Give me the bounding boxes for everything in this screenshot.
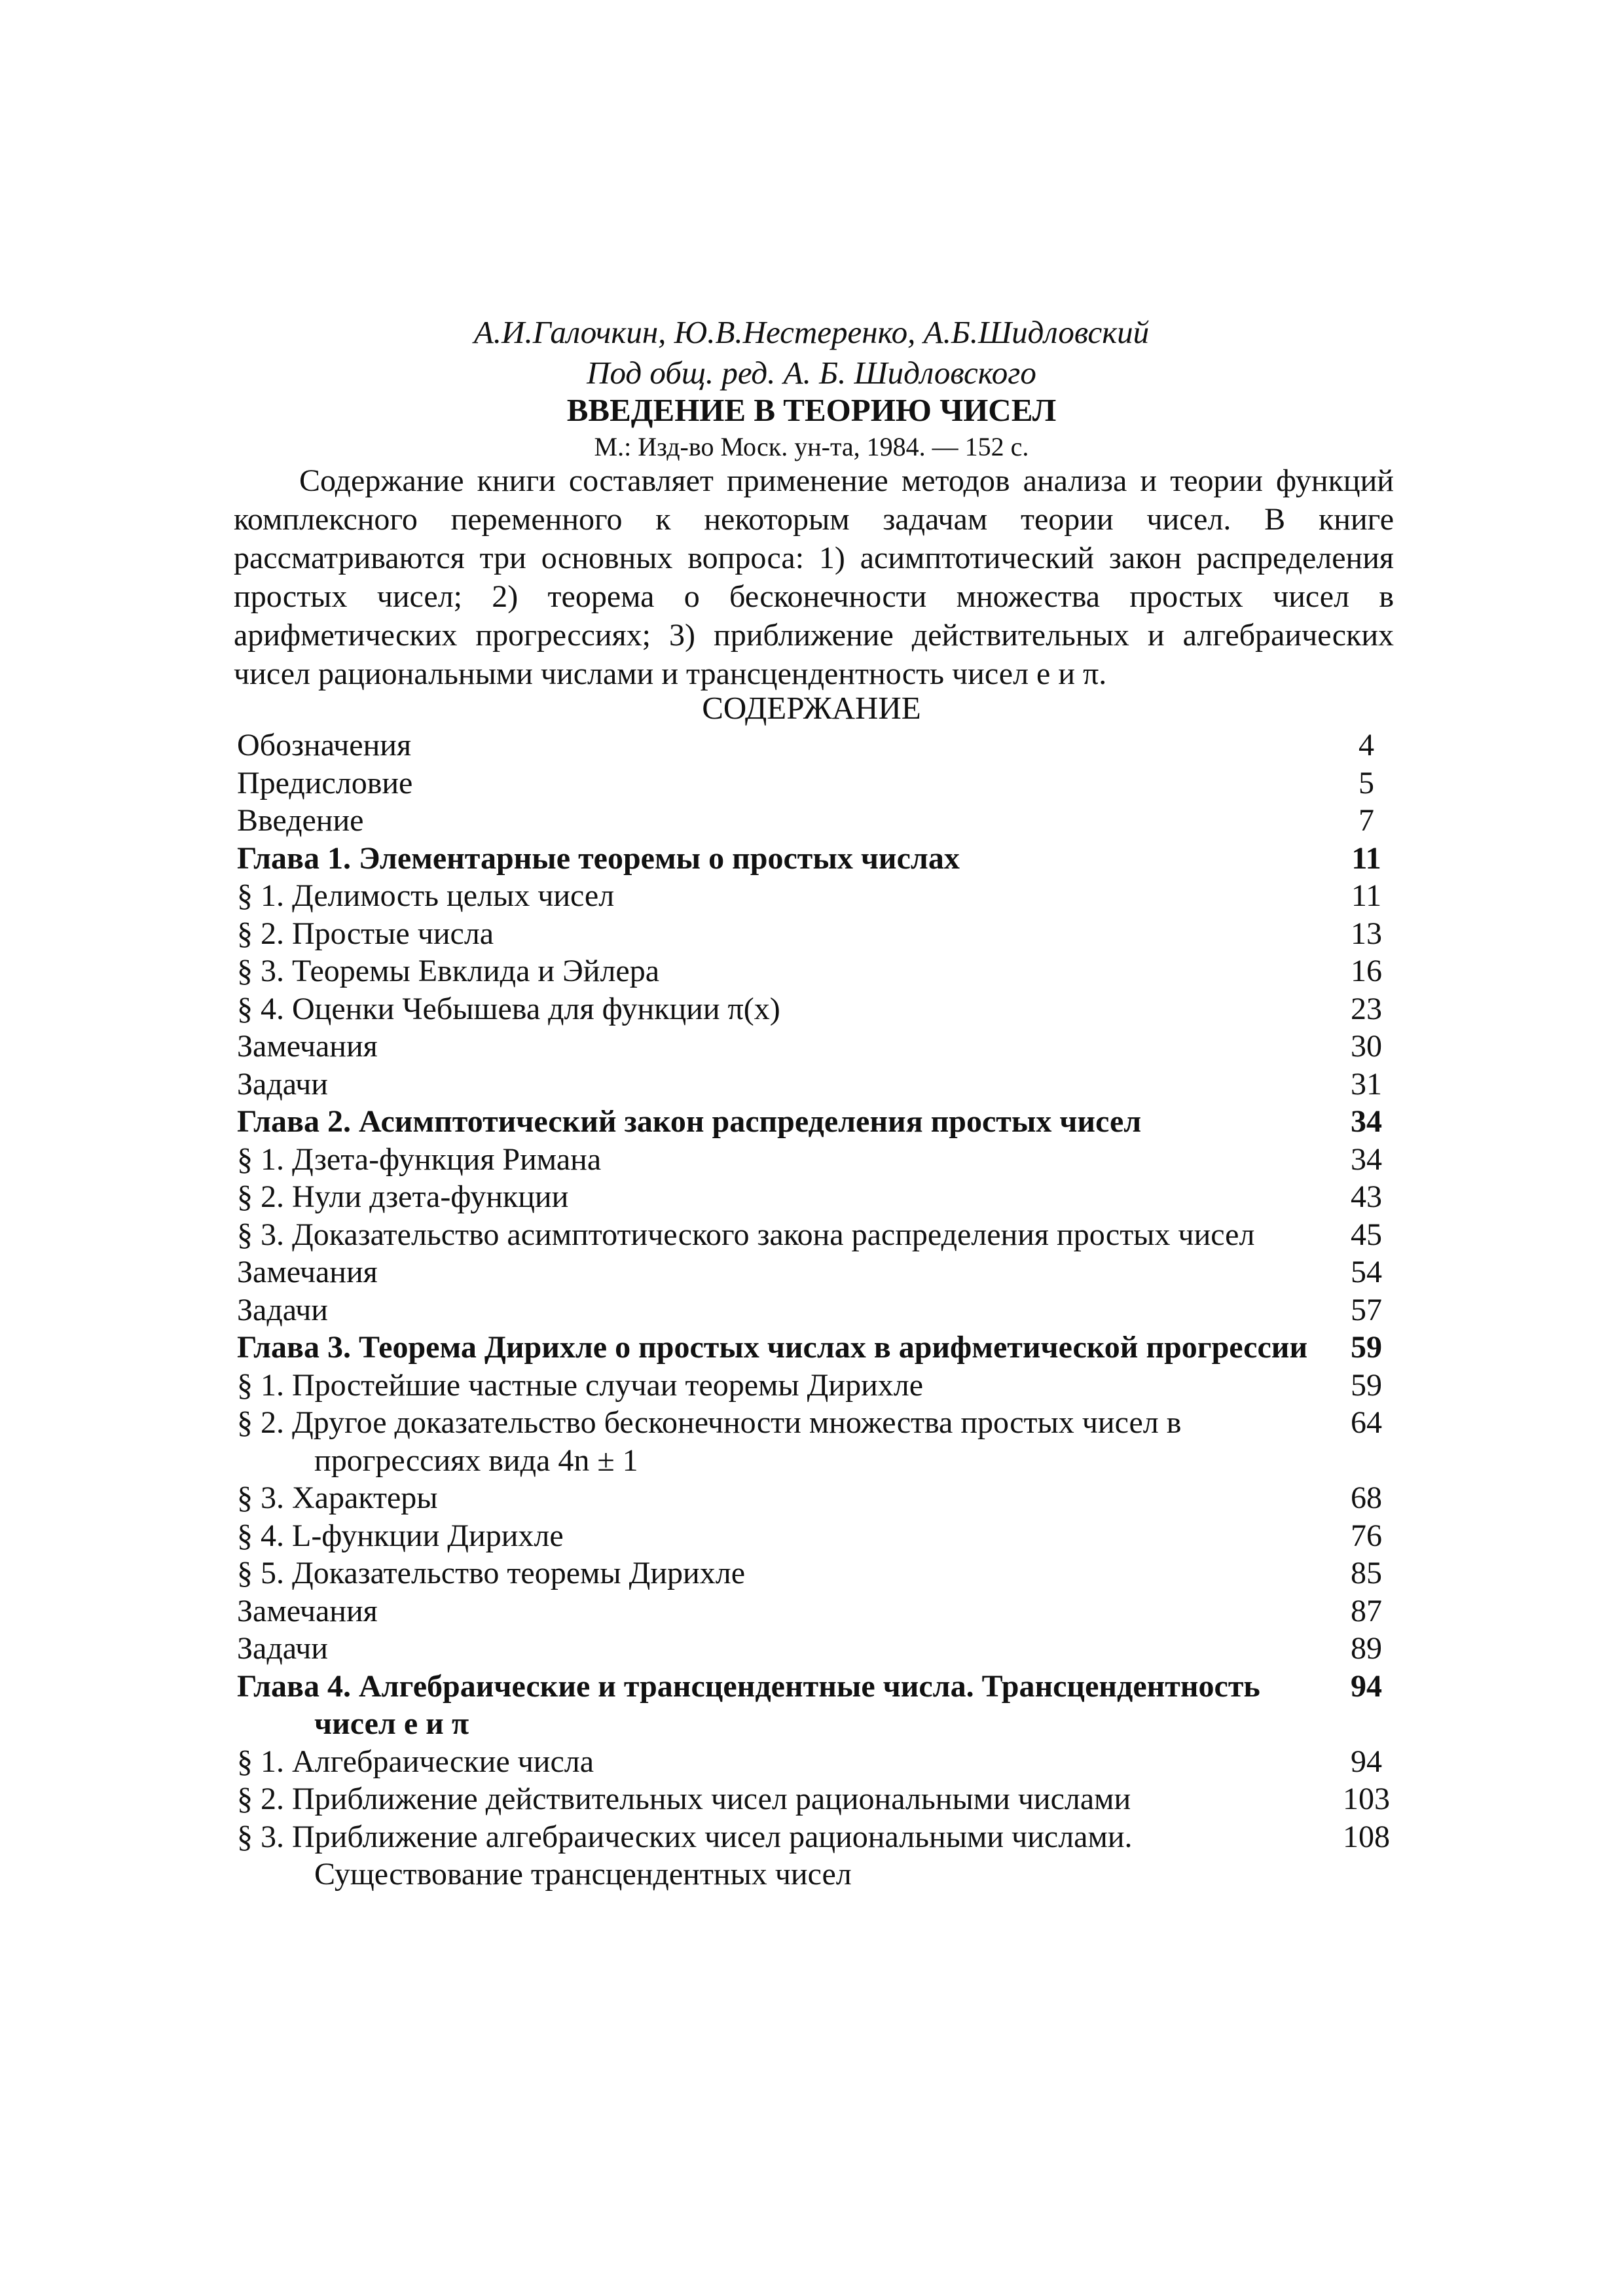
toc-entry <box>237 726 1396 764</box>
toc-entry <box>237 802 1396 840</box>
toc-entry-page: 16 <box>1351 954 1382 988</box>
toc-entry <box>237 1066 1396 1103</box>
toc-entry <box>237 1554 1396 1592</box>
toc-entry-page: 45 <box>1351 1217 1382 1252</box>
toc-entry <box>237 764 1396 802</box>
toc-entry-label: § 1. Алгебраические числа <box>237 1744 594 1779</box>
book-title: ВВЕДЕНИЕ В ТЕОРИЮ ЧИСЕЛ <box>566 392 1057 428</box>
toc-entry <box>237 1818 1396 1893</box>
toc-entry-page: 34 <box>1351 1141 1382 1177</box>
toc-entry-label: § 4. Оценки Чебышева для функции π(x) <box>237 991 780 1026</box>
toc-entry-page: 76 <box>1351 1518 1382 1553</box>
toc-entry <box>237 1216 1396 1254</box>
toc-entry <box>237 1592 1396 1630</box>
toc-entry-label: Глава 4. Алгебраические и трансцендентные числа. Трансцендентность чисел e и π <box>237 1668 1260 1741</box>
toc-heading: СОДЕРЖАНИЕ <box>702 690 921 726</box>
imprint: М.: Изд-во Моск. ун-та, 1984. — 152 с. <box>594 432 1029 461</box>
toc-entry-page: 31 <box>1351 1066 1382 1102</box>
toc-entry-label: Глава 2. Асимптотический закон распределения простых чисел <box>237 1104 1142 1139</box>
toc-entry-page: 30 <box>1351 1029 1382 1064</box>
toc-entry-label: § 2. Простые числа <box>237 916 494 951</box>
toc-entry-page: 94 <box>1351 1668 1382 1704</box>
toc-entry <box>237 952 1396 990</box>
toc-entry-page: 11 <box>1351 840 1381 876</box>
toc-entry-page: 23 <box>1351 991 1382 1026</box>
toc-entry-page: 68 <box>1351 1480 1382 1515</box>
toc-entry-label: Введение <box>237 803 364 838</box>
toc-entry-page: 4 <box>1359 728 1374 762</box>
toc-entry-label: Замечания <box>237 1029 378 1064</box>
toc-entry-page: 89 <box>1351 1631 1382 1666</box>
toc-chapter-entry <box>237 1329 1396 1367</box>
toc-entry-label: Задачи <box>237 1292 328 1327</box>
authors: А.И.Галочкин, Ю.В.Нестеренко, А.Б.Шидловский <box>473 314 1150 350</box>
toc-entry-page: 13 <box>1351 916 1382 951</box>
toc-entry <box>237 915 1396 953</box>
toc-entry-page: 64 <box>1351 1405 1382 1440</box>
toc-entry <box>237 1028 1396 1066</box>
toc-entry-label: Предисловие <box>237 765 413 800</box>
toc-chapter-entry <box>237 840 1396 878</box>
toc-entry-page: 85 <box>1351 1556 1382 1590</box>
toc-entry <box>237 877 1396 915</box>
toc-entry-label: § 3. Доказательство асимптотического закона распределения простых чисел <box>237 1217 1255 1252</box>
toc-entry-label: § 2. Нули дзета-функции <box>237 1179 569 1214</box>
toc-entry <box>237 1479 1396 1517</box>
toc-entry-page: 43 <box>1351 1179 1382 1214</box>
toc-entry <box>237 1178 1396 1216</box>
toc-entry-label: § 5. Доказательство теоремы Дирихле <box>237 1556 745 1590</box>
toc-entry <box>237 1743 1396 1781</box>
toc-entry-page: 7 <box>1359 803 1374 838</box>
table-of-contents <box>237 726 1396 1893</box>
toc-entry-label: Замечания <box>237 1593 378 1628</box>
toc-entry-label: § 3. Теоремы Евклида и Эйлера <box>237 954 660 988</box>
toc-entry <box>237 1367 1396 1405</box>
toc-entry-label: § 1. Дзета-функция Римана <box>237 1141 602 1177</box>
toc-entry-label: § 2. Другое доказательство бесконечности множества простых чисел в прогрессиях вида 4n ± 1 <box>237 1405 1182 1478</box>
toc-entry <box>237 1253 1396 1291</box>
toc-entry <box>237 1141 1396 1179</box>
toc-entry-page: 54 <box>1351 1255 1382 1289</box>
toc-entry-page: 59 <box>1351 1330 1382 1365</box>
toc-entry-page: 87 <box>1351 1593 1382 1628</box>
toc-entry <box>237 1780 1396 1818</box>
toc-chapter-entry <box>237 1103 1396 1141</box>
toc-entry-label: § 4. L-функции Дирихле <box>237 1518 564 1553</box>
toc-entry-page: 34 <box>1351 1104 1382 1139</box>
toc-entry <box>237 990 1396 1028</box>
toc-entry-label: Глава 1. Элементарные теоремы о простых числах <box>237 840 960 876</box>
toc-entry <box>237 1630 1396 1668</box>
toc-entry-page: 108 <box>1343 1819 1390 1854</box>
abstract: Содержание книги составляет применение методов анализа и теории функций комплексного переменного к некоторым задачам теории чисел. В книге рассматриваются три основных вопроса: 1) асимптотический закон распределения простых чисел; 2) теорема о бесконечности множества простых чисел в арифметических прогрессиях; 3) приближение действительных и алгебраических чисел рациональными числами и трансцендентность чисел e и π. <box>234 463 1394 691</box>
toc-entry-page: 103 <box>1343 1782 1390 1816</box>
toc-entry-label: Глава 3. Теорема Дирихле о простых числах в арифметической прогрессии <box>237 1330 1308 1365</box>
toc-entry-label: § 2. Приближение действительных чисел рациональными числами <box>237 1782 1131 1816</box>
toc-chapter-entry <box>237 1668 1396 1743</box>
toc-entry-label: Обозначения <box>237 728 412 762</box>
toc-entry-page: 94 <box>1351 1744 1382 1779</box>
toc-entry-label: Задачи <box>237 1066 328 1102</box>
toc-entry <box>237 1291 1396 1329</box>
toc-entry-label: § 1. Делимость целых чисел <box>237 878 615 913</box>
toc-entry-label: § 3. Приближение алгебраических чисел рациональными числами. Существование трансцендентных чисел <box>237 1819 1133 1892</box>
toc-entry <box>237 1517 1396 1555</box>
toc-entry-page: 57 <box>1351 1292 1382 1327</box>
toc-entry-label: § 3. Характеры <box>237 1480 438 1515</box>
toc-entry-label: Замечания <box>237 1255 378 1289</box>
editor-line: Под общ. ред. А. Б. Шидловского <box>587 355 1036 391</box>
toc-entry-page: 5 <box>1359 765 1374 800</box>
toc-entry-page: 59 <box>1351 1367 1382 1403</box>
toc-entry <box>237 1404 1396 1479</box>
toc-entry-label: Задачи <box>237 1631 328 1666</box>
toc-entry-page: 11 <box>1351 878 1382 913</box>
toc-entry-label: § 1. Простейшие частные случаи теоремы Дирихле <box>237 1367 924 1403</box>
